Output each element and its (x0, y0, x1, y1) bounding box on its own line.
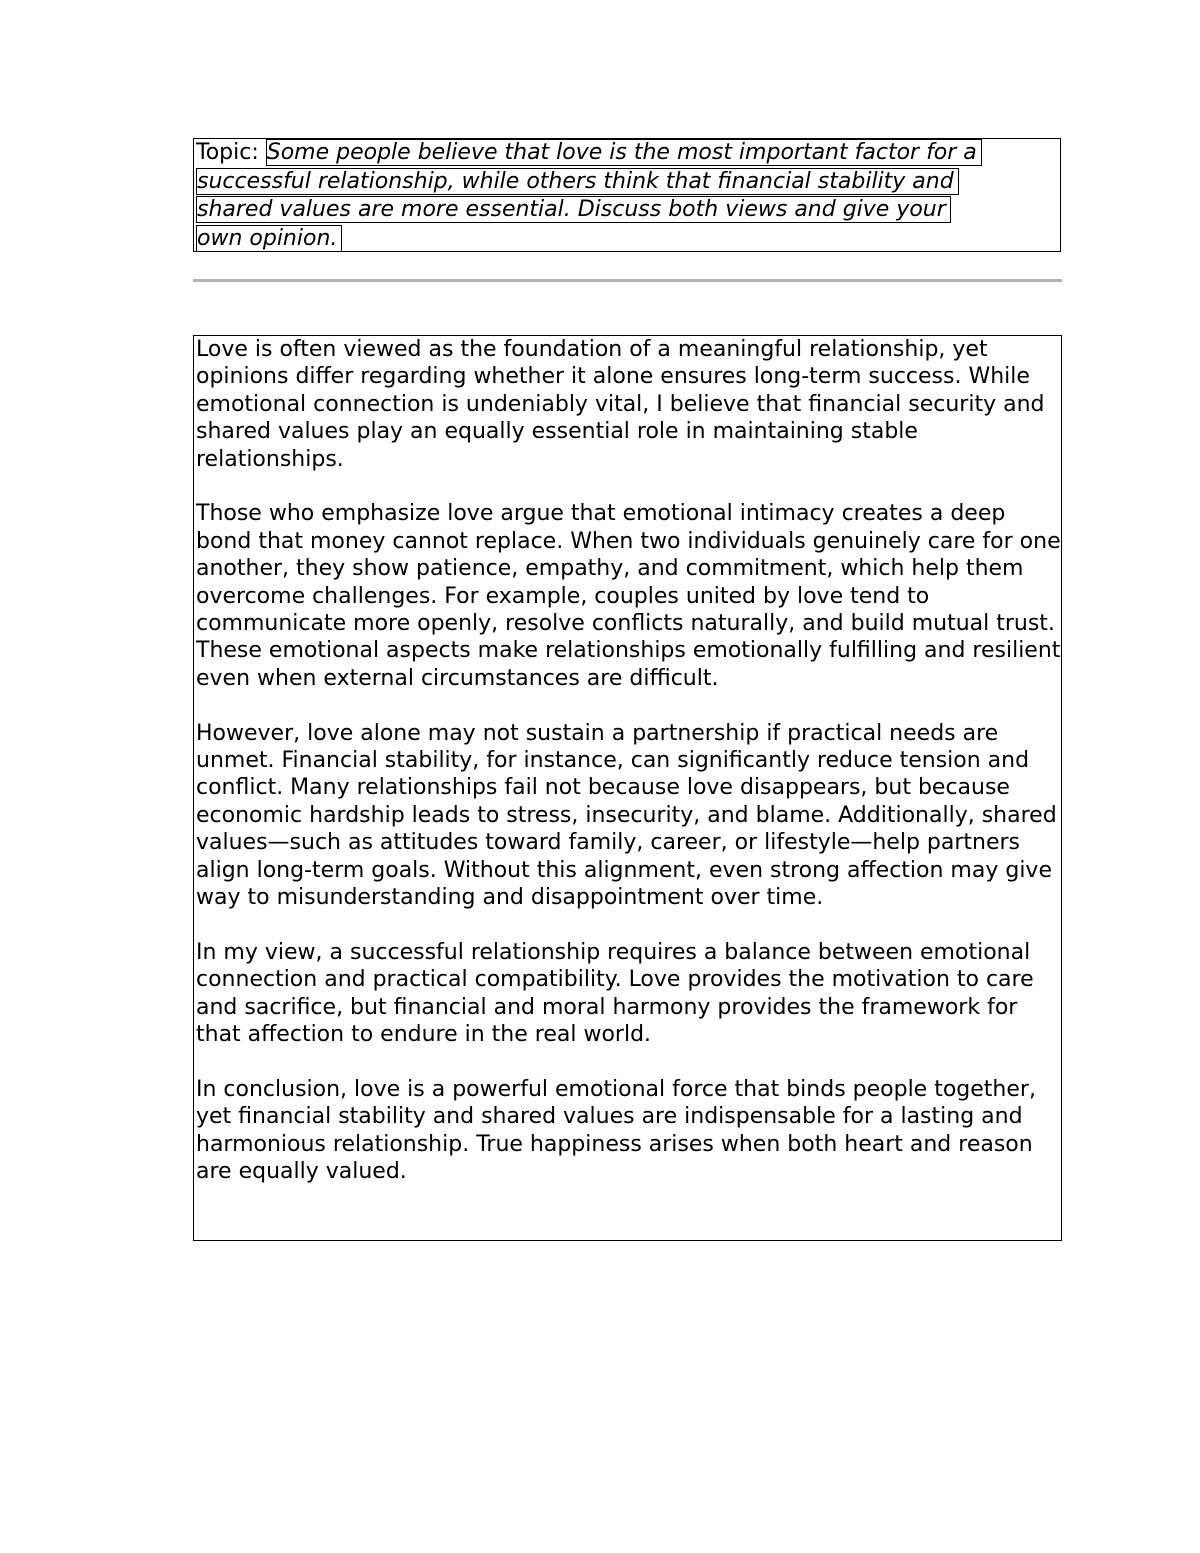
essay-paragraph-opinion: In my view, a successful relationship requires a balance between emotional connection and practical compatibility. Love provides the motivation to care and sacrifice, but financial and moral harmony provides the framework for that affection to endure in the real world. (196, 939, 1034, 1048)
divider (193, 279, 1062, 282)
topic-box (193, 138, 1061, 252)
topic-prompt (196, 139, 982, 252)
topic-line: successful relationship, while others think that financial stability and (196, 168, 959, 195)
topic-line: shared values are more essential. Discuss both views and give your (196, 196, 951, 223)
essay-paragraph-conclusion: In conclusion, love is a powerful emotional force that binds people together, yet financial stability and shared values are indispensable for a lasting and harmonious relationship. True happiness arises when both heart and reason are equally valued. (196, 1076, 1036, 1185)
essay-paragraph-love-view: Those who emphasize love argue that emotional intimacy creates a deep bond that money cannot replace. When two individuals genuinely care for one another, they show patience, empathy, and commitment, which help them overcome challenges. For example, couples united by love tend to communicate more openly, resolve conflicts naturally, and build mutual trust. These emotional aspects make relationships emotionally fulfilling and resilient even when external circumstances are difficult. (196, 501, 1061, 691)
topic-line: Some people believe that love is the most important factor for a (266, 139, 982, 166)
essay-paragraph-introduction: Love is often viewed as the foundation of a meaningful relationship, yet opinions differ regarding whether it alone ensures long-term success. While emotional connection is undeniably vital, I believe that financial security and shared values play an equally essential role in maintaining stable relationships. (196, 337, 1045, 472)
essay-box (193, 335, 1062, 1241)
essay-paragraph-practical-view: However, love alone may not sustain a partnership if practical needs are unmet. Financial stability, for instance, can significantly reduce tension and conflict. Many relationships fail not because love disappears, but because economic hardship leads to stress, insecurity, and blame. Additionally, shared values—such as attitudes toward family, career, or lifestyle—help partners align long-term goals. Without this alignment, even strong affection may give way to misunderstanding and disappointment over time. (196, 720, 1057, 911)
topic-line: own opinion. (196, 225, 342, 252)
topic-label: Topic: (196, 140, 259, 165)
